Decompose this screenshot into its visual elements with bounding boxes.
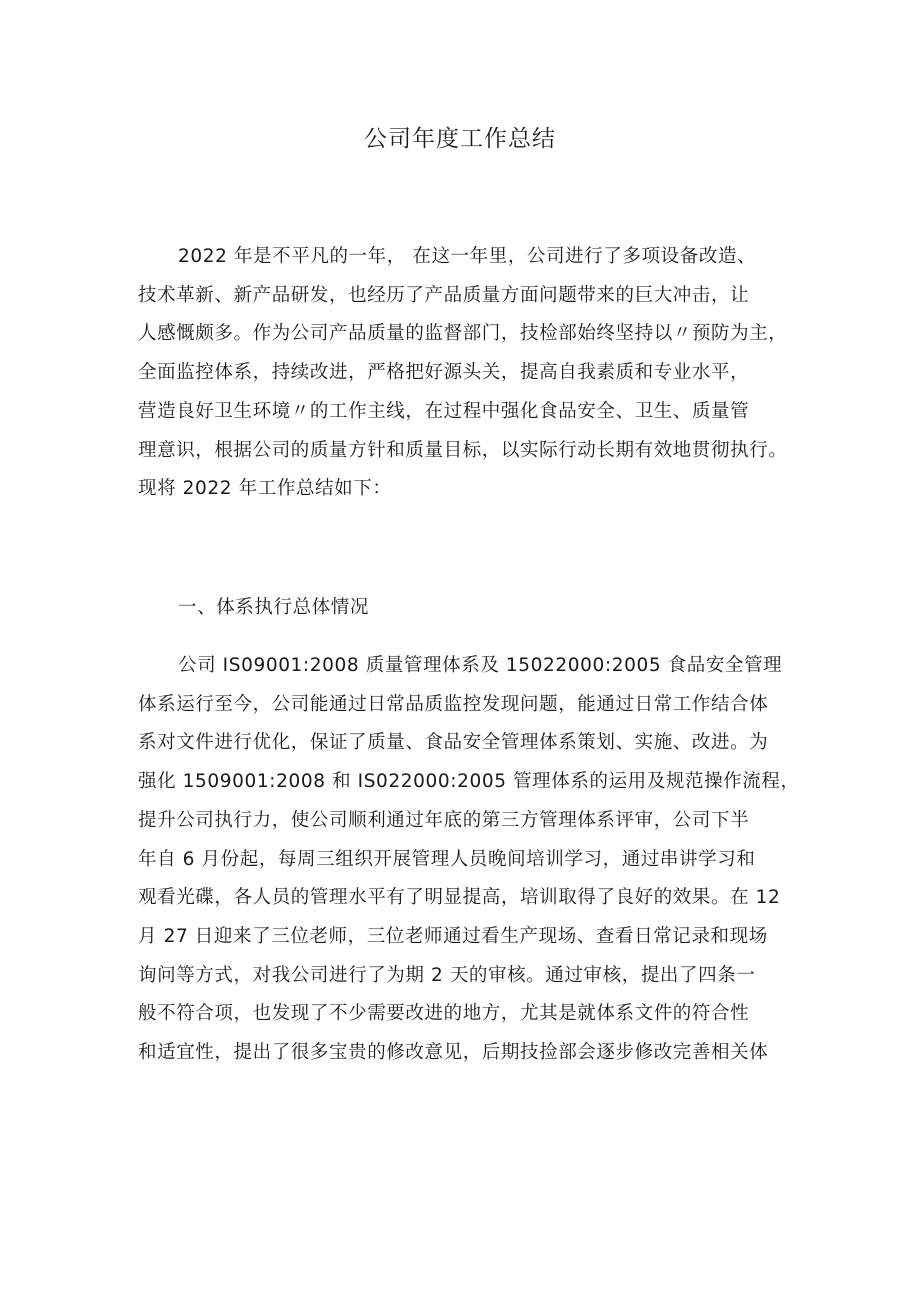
paragraph-line: 和适宜性，提出了很多宝贵的修改意见，后期技捡部会逐步修改完善相关体 [138,1042,769,1064]
paragraph-line: 强化 1509001:2008 和 IS022000:2005 管理体系的运用及规范操作流程， [138,771,800,793]
paragraph-line: 公司 IS09001:2008 质量管理体系及 15022000:2005 食品安全管理 [178,655,783,676]
paragraph-line: 观看光碟，各人员的管理水平有了明显提高，培训取得了良好的效果。在 12 [138,887,781,909]
paragraph-line: 系对文件进行优化，保证了质量、食品安全管理体系策划、实施、改进。为 [138,732,769,754]
paragraph-line: 人感慨颇多。作为公司产品质量的监督部门，技检部始终坚持以〃预防为主， [138,323,788,345]
paragraph-line: 询问等方式，对我公司进行了为期 2 天的审核。通过审核，提出了四条一 [138,964,756,986]
system-execution-paragraph [138,647,798,1073]
section-heading-text: 一、体系执行总体情况 [178,597,370,618]
paragraph-line: 全面监控体系，持续改进，严格把好源头关，提高自我素质和专业水平， [138,362,750,384]
paragraph-line: 提升公司执行力，使公司顺利通过年底的第三方管理体系评审，公司下半 [138,809,750,831]
paragraph-line: 技术革新、新产品研发，也经历了产品质量方面问题带来的巨大冲击，让 [138,284,750,306]
paragraph-line: 理意识，根据公司的质量方针和质量目标，以实际行动长期有效地贯彻执行。 [138,439,788,461]
paragraph-line: 2022 年是不平凡的一年， 在这一年里，公司进行了多项设备改造、 [178,246,757,267]
intro-paragraph [138,238,798,509]
paragraph-line: 营造良好卫生环境〃的工作主线，在过程中强化食品安全、卫生、质量管 [138,400,750,422]
document-title: 公司年度工作总结 [364,126,556,152]
paragraph-line: 月 27 日迎来了三位老师，三位老师通过看生产现场、查看日常记录和现场 [138,925,768,947]
section-heading [138,589,798,628]
paragraph-line: 年自 6 月份起，每周三组织开展管理人员晚间培训学习，通过串讲学习和 [138,848,756,870]
paragraph-line: 体系运行至今，公司能通过日常品质监控发现问题，能通过日常工作结合体 [138,693,769,715]
paragraph-line: 般不符合项，也发现了不少需要改进的地方，尤其是就体系文件的符合性 [138,1003,750,1025]
paragraph-line: 现将 2022 年工作总结如下： [138,478,392,500]
